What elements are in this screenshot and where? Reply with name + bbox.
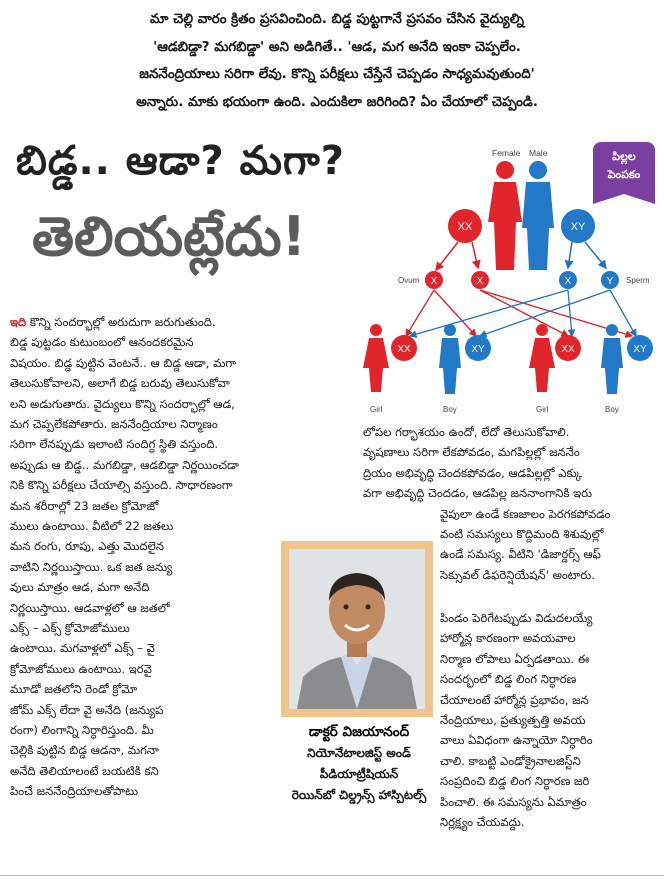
gamete-label: X — [476, 276, 484, 287]
body-line: ద్రియం అభివృద్ధి చెందకపోవడం, ఆడపిల్లల్లో ఎక్కు — [363, 465, 583, 480]
doctor-name: డాక్టర్ విజయానంద్ — [308, 724, 410, 740]
doctor-photo — [289, 549, 425, 709]
parent-male-label: XY — [570, 221, 586, 233]
doctor-title-line-1: నియోనేటాలజిస్ట్ అండ్ — [307, 746, 411, 760]
badge-line-2: పెంపకం — [607, 168, 641, 181]
child-2-label: XY — [471, 344, 485, 355]
body-line: చెల్లికి పుట్టిన బిడ్డ ఆడనా, మగనా — [10, 743, 159, 758]
body-line: వంటి సమస్యలు కొద్దిమంది శిశువుల్లో — [440, 527, 604, 542]
child-4-label: XY — [633, 344, 647, 355]
doctor-caption — [274, 722, 444, 806]
child-3-label: XX — [561, 344, 575, 355]
body-line: నిర్ణయిస్తాయి. ఆడవాళ్లలో ఆ జతలో — [10, 600, 170, 615]
question-line: 'ఆడబిడ్డా? మగబిడ్డా' అని అడిగితే.. 'ఆడ, మగ అనేది ఇంకా చెప్పలేం. — [153, 39, 521, 55]
body-line: వగా అభివృద్ధి చెందడం, ఆడపిల్ల జననాంగానికి ఇరు — [363, 486, 593, 501]
ovum-label: Ovum — [398, 276, 420, 285]
body-line: నికి కొన్ని పరీక్షలు చేయాల్సి వస్తుంది. సాధారణంగా — [10, 478, 233, 493]
body-line: చాలి. కాబట్టి ఎండోక్రైనాలజిస్ట్‌ని — [440, 753, 581, 768]
body-line: ఎక్స్ – ఎక్స్ క్రోమోజోములు — [10, 621, 130, 636]
body-line: క్రోమోజోములు ఉంటాయి. ఇరవై — [10, 661, 152, 676]
question-line: మా చెల్లి వారం క్రితం ప్రసవించింది. బిడ్డ పుట్టగానే ప్రసవం చేసిన వైద్యుల్ని — [149, 12, 525, 27]
body-line: ఉండే సమస్య. వీటిని 'డిజార్డర్స్ ఆఫ్ — [440, 547, 601, 562]
body-line: ములు ఉంటాయి. వీటిలో 22 జతలు — [10, 519, 174, 533]
children-row — [360, 320, 660, 420]
body-line: సందర్భంలో బిడ్డ లింగ నిర్ధారణ — [440, 672, 577, 687]
body-line: హార్మోన్ల కారణంగా అవయవాల — [440, 631, 576, 646]
body-line: నిర్లక్ష్యం చేయవద్దు. — [440, 815, 525, 830]
body-line: ఉంటాయి. మగవాళ్లలో ఎక్స్ – వై — [10, 641, 155, 656]
reader-question — [22, 6, 652, 116]
body-line: వాటిని నిర్ణయిస్తాయి. ఒక జత జన్యు — [10, 559, 173, 574]
parent-female-label: XX — [457, 221, 473, 233]
female-label: Female — [492, 148, 521, 158]
gamete-label: Y — [606, 276, 614, 287]
body-line: సంప్రదించి బిడ్డ లింగ నిర్ధారణ జరి — [440, 774, 590, 789]
boy-2-icon — [601, 324, 623, 394]
male-label: Male — [529, 148, 548, 158]
child-1-sex-label: Girl — [370, 405, 383, 414]
body-line: అనేది తెలియాలంటే బయటికి కని — [10, 763, 159, 778]
body-line: బిడ్డ పుట్టడం కుటుంబంలో ఆనందకరమైన — [10, 335, 194, 350]
girl-2-icon — [529, 324, 555, 392]
headline-line-1: బిడ్డ.. ఆడా? మగా? — [16, 138, 345, 184]
child-4-sex-label: Boy — [605, 405, 619, 414]
question-line: జననేంద్రియాలు సరిగా లేవు. కొన్ని పరీక్షలు చేస్తేనే చెప్పడం సాధ్యమవుతుంది' — [139, 67, 535, 82]
headline-line-2: తెలియట్లేదు! — [32, 205, 307, 268]
body-line: రంగా) లింగాన్ని నిర్ధారిస్తుంది. మీ — [10, 723, 154, 738]
body-line: వృషణాలు సరిగా లేకపోవడం, మగపిల్లల్లో జననేం — [363, 445, 580, 460]
article-column-1-continued — [10, 516, 272, 802]
article-column-1 — [10, 312, 328, 516]
girl-1-icon — [363, 324, 389, 392]
body-line — [10, 312, 328, 332]
body-line: సెక్సువల్ డిఫరెన్షియేషన్' అంటారు. — [440, 567, 595, 582]
body-line: వాలు ఏవిధంగా ఉన్నాయో నిర్ధారిం — [440, 733, 593, 748]
body-line: మూడో జతలోని రెండో క్రోమో — [10, 682, 138, 697]
doctor-title-line-2: పీడియాట్రీషియన్ — [319, 767, 399, 781]
sperm-label: Sperm — [626, 276, 650, 285]
gamete-label: X — [430, 276, 438, 287]
body-line: మన శరీరాల్లో 23 జతల క్రోమోజో — [10, 498, 159, 513]
male-figure — [522, 161, 554, 270]
body-line: విషయం. బిడ్డ పుట్టిన వెంటనే.. ఆ బిడ్డ ఆడా, మగా — [10, 355, 237, 370]
doctor-portrait — [289, 549, 425, 709]
child-1-label: XX — [397, 344, 411, 355]
female-figure — [488, 161, 522, 270]
body-line: మగ చెప్పలేకపోతారు. జననేంద్రియాల నిర్మాణం — [10, 417, 218, 432]
badge-line-1: పిల్లల — [612, 150, 636, 163]
body-line: చేయాలంటే హార్మోన్ల ప్రభావం, జన — [440, 692, 589, 707]
body-line: పించాలి. ఈ సమస్యను ఏమాత్రం — [440, 794, 587, 809]
doctor-hospital: రెయిన్‌బో చిల్డ్రన్స్ హాస్పిటల్స్ — [291, 788, 427, 802]
body-line: వులు మాత్రం ఆడ, మగా అనేది — [10, 580, 150, 595]
bottom-divider — [0, 875, 664, 876]
body-line: పించే జననేంద్రియాలతోపాటు — [10, 784, 139, 799]
body-line: తెలుసుకోవాలని, అలాగే బిడ్డ బరువు తెలుసుకోవా — [10, 376, 230, 391]
body-line: లోపల గర్భాశయం ఉందో, లేదో తెలుసుకోవాలి. — [363, 425, 570, 439]
body-line: జోమ్ ఎక్స్ లేదా వై అనేది (జన్యుప — [10, 702, 164, 717]
lead-word: ఇది — [10, 315, 27, 329]
body-line: నేంద్రియాలు, ప్రత్యుత్పత్తి అవయ — [440, 713, 586, 728]
child-3-sex-label: Girl — [536, 405, 549, 414]
question-line: అన్నారు. మాకు భయంగా ఉంది. ఎందుకిలా జరిగింది? ఏం చేయాలో చెప్పండి. — [136, 94, 538, 110]
body-line: నిర్మాణ లోపాలు ఏర్పడతాయి. ఈ — [440, 651, 590, 666]
boy-1-icon — [439, 324, 461, 394]
body-line: వైపులా ఉండే కణజాలం పెరగకపోవడం — [440, 506, 611, 521]
body-line: అప్పుడు ఆ బిడ్డ.. మగబిడ్డా, ఆడబిడ్డా నిర్ణయించడా — [10, 457, 239, 472]
body-line: సరిగా లేనప్పుడు ఇలాంటి సందిగ్ధ స్థితి వస్తుంది. — [10, 437, 219, 452]
body-line: లని అడుగుతారు. వైద్యులు కొన్ని సందర్భాల్లో ఆడ, — [10, 396, 235, 411]
body-line: మన రంగు, రూపు, ఎత్తు మొదలైన — [10, 539, 164, 554]
child-2-sex-label: Boy — [443, 405, 457, 414]
gamete-label: X — [564, 276, 572, 287]
body-line: పిండం పెరిగేటప్పుడు విడుదలయ్యే — [440, 611, 593, 625]
article-column-2-continued — [440, 608, 662, 832]
body-line-text: కొన్ని సందర్భాల్లో అరుదుగా జరుగుతుంది. — [26, 315, 216, 329]
